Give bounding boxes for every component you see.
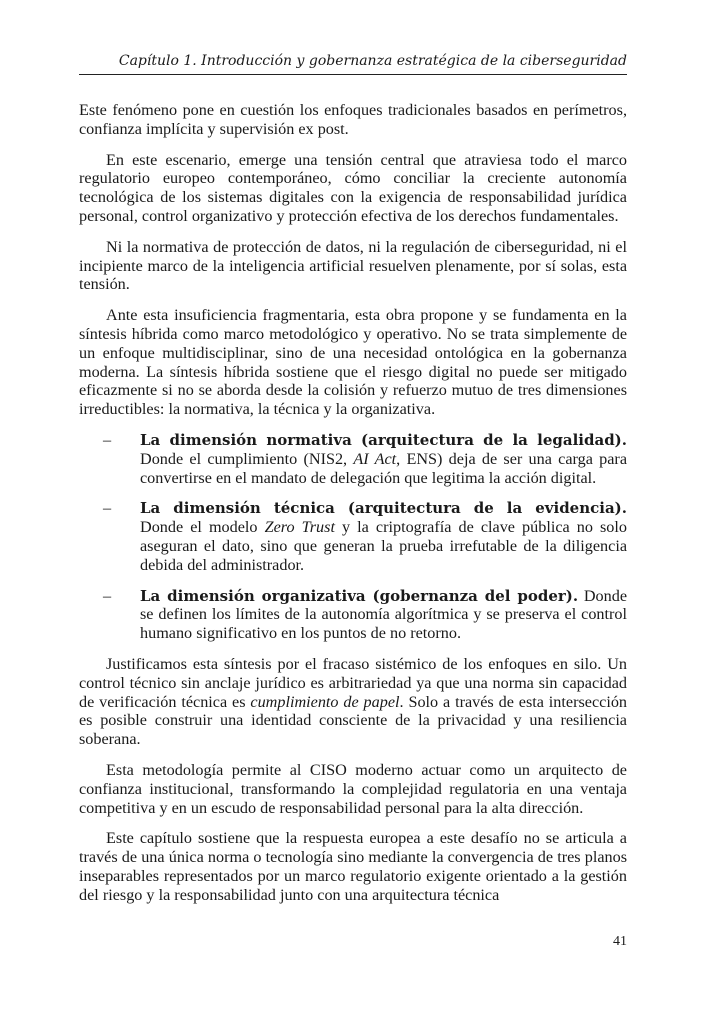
list-item [79,431,627,487]
paragraph: Este fenómeno pone en cuestión los enfoques tradicionales basados en perímetros, confianza implícita y supervisión ex post. [79,101,627,138]
paragraph: Esta metodología permite al CISO moderno actuar como un arquitecto de confianza institucional, transformando la complejidad regulatoria en una ventaja competitiva y en un escudo de responsabilidad personal para la alta dirección. [79,760,627,817]
item-italic: Zero Trust [264,518,335,537]
dimensions-list [79,431,627,643]
page-number: 41 [613,934,627,949]
text-run: . Solo a través de esta intersección es posible construir una identidad consciente de la privacidad y una resiliencia soberana. [79,692,628,749]
list-item [79,499,627,574]
header-rule [79,74,627,75]
item-title: La dimensión normativa (arquitectura de la legalidad). [140,430,627,449]
item-text: , ENS) deja de ser una carga para convertirse en el mandato de delegación que legitima la acción digital. [140,449,627,487]
item-text: Donde el modelo [140,518,265,537]
item-title: La dimensión técnica (arquitectura de la evidencia). [140,499,627,518]
paragraph: En este escenario, emerge una tensión central que atraviesa todo el marco regulatorio europeo contemporáneo, cómo conciliar la creciente autonomía tecnológica de los sistemas digitales con la exigencia de responsabilidad jurídica personal, control organizativo y protección efectiva de los derechos fundamentales. [79,150,627,225]
item-text: Donde se definen los límites de la autonomía algorítmica y se preserva el control humano significativo en los puntos de no retorno. [140,586,628,643]
item-title: La dimensión organizativa (gobernanza del poder). [140,586,579,605]
paragraph [79,655,627,749]
text-run: Justificamos esta síntesis por el fracaso sistémico de los enfoques en silo. Un control técnico sin anclaje jurídico es arbitrariedad ya que una norma sin capacidad de verificación técnica es [79,654,627,711]
list-dash: – [103,586,112,605]
list-dash: – [103,499,112,518]
running-header: Capítulo 1. Introducción y gobernanza estratégica de la ciberseguridad [118,53,627,69]
paragraph: Ante esta insuficiencia fragmentaria, esta obra propone y se fundamenta en la síntesis híbrida como marco metodológico y operativo. No se trata simplemente de un enfoque multidisciplinar, sino de una necesidad ontológica en la gobernanza moderna. La síntesis híbrida sostiene que el riesgo digital no puede ser mitigado eficazmente si no se aborda desde la colisión y refuerzo mutuo de tres dimensiones irreductibles: la normativa, la técnica y la organizativa. [79,306,627,419]
item-text: y la criptografía de clave pública no solo aseguran el dato, sino que generan la prueba irrefutable de la diligencia debida del administrador. [140,518,627,574]
paragraph: Este capítulo sostiene que la respuesta europea a este desafío no se articula a través de una única norma o tecnología sino mediante la convergencia de tres planos inseparables representados por un marco regulatorio exigente orientado a la gestión del riesgo y la responsabilidad junto con una arquitectura técnica [79,829,627,904]
list-dash: – [103,430,112,449]
emphasis: cumplimiento de papel [250,692,400,711]
item-italic: AI Act [353,449,397,468]
list-item [79,587,627,643]
item-text: Donde el cumplimiento (NIS2, [140,449,354,468]
body-text [79,101,627,916]
paragraph: Ni la normativa de protección de datos, ni la regulación de ciberseguridad, ni el incipiente marco de la inteligencia artificial resuelven plenamente, por sí solas, esta tensión. [79,237,627,294]
